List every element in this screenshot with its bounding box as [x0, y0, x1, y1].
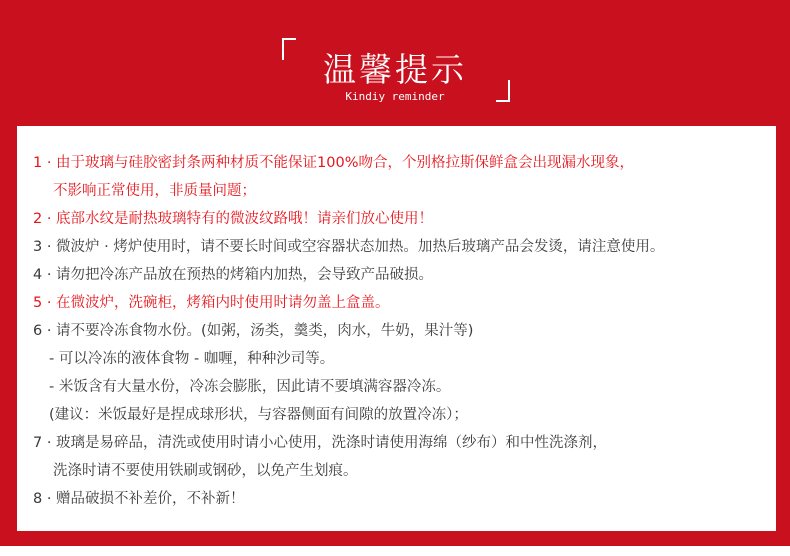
notice-line-8: 8 · 赠品破损不补差价，不补新！ — [33, 491, 245, 507]
notice-line-3: 3 · 微波炉 · 烤炉使用时，请不要长时间或空容器状态加热。加热后玻璃产品会发烫，请注意使用。 — [33, 239, 665, 255]
notice-line-1-cont: 不影响正常使用，非质量问题； — [53, 183, 256, 199]
notice-line-1: 1 · 由于玻璃与硅胶密封条两种材质不能保证100%吻合，个别格拉斯保鲜盒会出现漏水现象， — [33, 155, 635, 171]
notice-line-5: 5 · 在微波炉，洗碗柜，烤箱内时使用时请勿盖上盒盖。 — [33, 295, 390, 311]
notice-panel — [17, 126, 776, 531]
title-block — [270, 30, 520, 110]
page-subtitle: Kindiy reminder — [345, 90, 445, 103]
page-title: 温馨提示 — [323, 50, 467, 89]
notice-line-7: 7 · 玻璃是易碎品，清洗或使用时请小心使用，洗涤时请使用海绵（纱布）和中性洗涤剂， — [33, 435, 608, 451]
notice-line-6-sub-3: (建议：米饭最好是捏成球形状，与容器侧面有间隙的放置冷冻）； — [49, 407, 468, 423]
notice-line-6: 6 · 请不要冷冻食物水份。(如粥，汤类，羹类，肉水，牛奶，果汁等) — [33, 323, 474, 339]
notice-line-2: 2 · 底部水纹是耐热玻璃特有的微波纹路哦！请亲们放心使用！ — [33, 211, 434, 227]
notice-list — [33, 149, 773, 513]
notice-line-6-sub-1: - 可以冷冻的液体食物 - 咖喱，种种沙司等。 — [49, 351, 335, 367]
corner-bracket-bottom-right — [496, 80, 510, 102]
notice-line-7-cont: 洗涤时请不要使用铁刷或钢砂，以免产生划痕。 — [53, 463, 358, 479]
notice-line-4: 4 · 请勿把冷冻产品放在预热的烤箱内加热，会导致产品破损。 — [33, 267, 434, 283]
notice-line-6-sub-2: - 米饭含有大量水份，冷冻会膨胀，因此请不要填满容器冷冻。 — [49, 379, 451, 395]
